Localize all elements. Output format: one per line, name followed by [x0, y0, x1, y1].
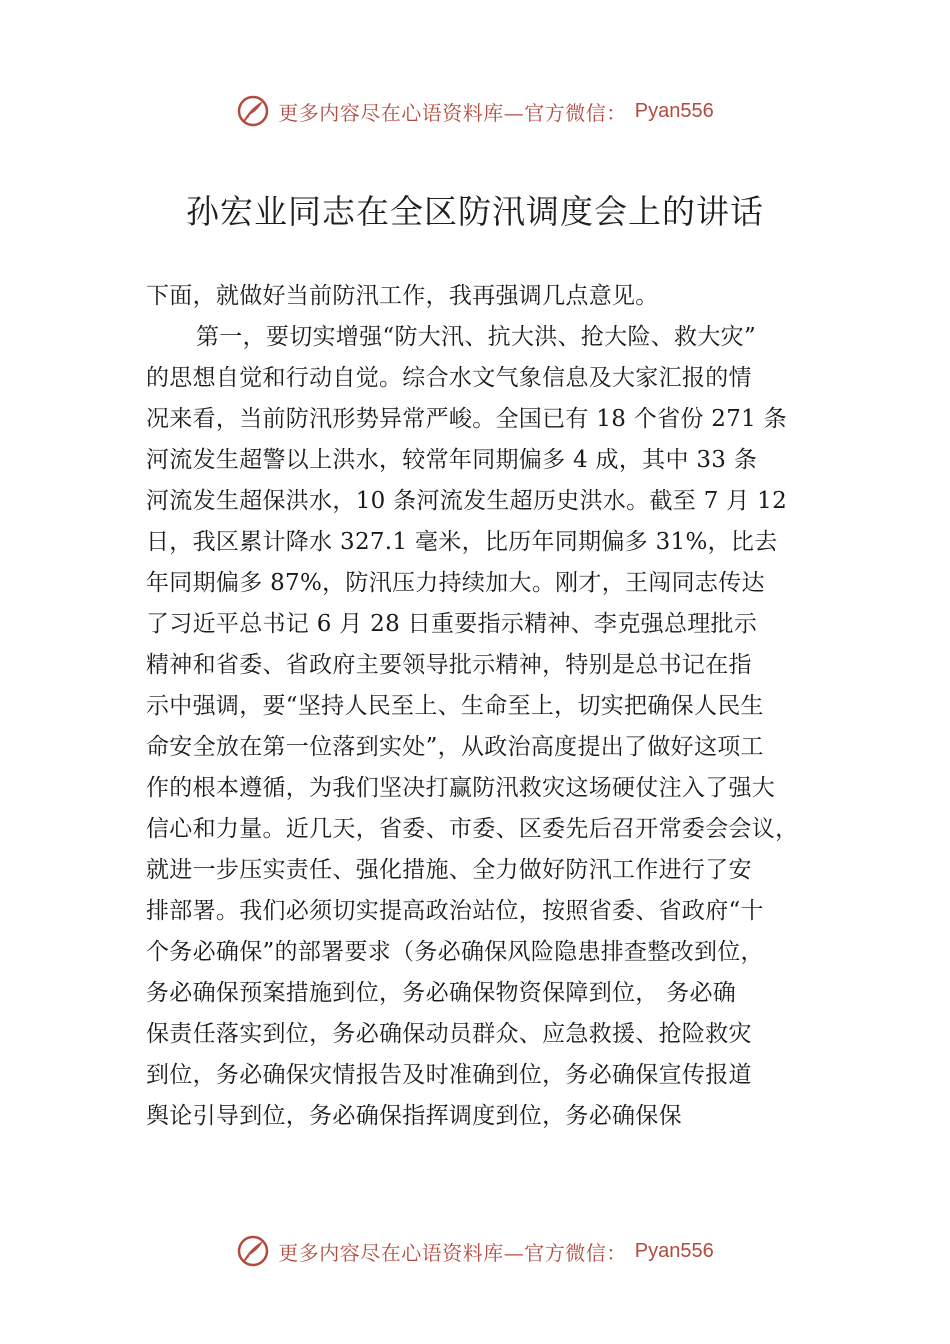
text-line: 河流发生超保洪水，10 条河流发生超历史洪水。截至 7 月 12: [146, 488, 788, 514]
text-line: 况来看，当前防汛形势异常严峻。全国已有 18 个省份 271 条: [146, 406, 788, 432]
text-line: 到位，务必确保灾情报告及时准确到位，务必确保宣传报道: [146, 1062, 752, 1088]
watermark-banner-bottom: [0, 1234, 950, 1268]
speech-body: [146, 276, 818, 1137]
text-line: 信心和力量。近几天，省委、市委、区委先后召开常委会会议，: [146, 816, 799, 842]
text-line: 保责任落实到位，务必确保动员群众、应急救援、抢险救灾: [146, 1021, 752, 1047]
watermark-brand-text: 更多内容尽在心语资料库—官方微信：: [278, 100, 627, 125]
quill-logo-icon: [236, 94, 270, 128]
text-line: 年同期偏多 87%，防汛压力持续加大。刚才，王闯同志传达: [146, 570, 765, 596]
text-line: 精神和省委、省政府主要领导批示精神，特别是总书记在指: [146, 652, 752, 678]
page-title: 孙宏业同志在全区防汛调度会上的讲话: [186, 192, 764, 231]
watermark-brand-text: 更多内容尽在心语资料库—官方微信：: [278, 1240, 627, 1265]
quill-logo-icon: [236, 1234, 270, 1268]
watermark-banner-top: [0, 94, 950, 128]
text-line: 舆论引导到位，务必确保指挥调度到位，务必确保保: [146, 1103, 682, 1129]
text-line: 务必确保预案措施到位，务必确保物资保障到位， 务必确: [146, 980, 737, 1006]
text-line: 了习近平总书记 6 月 28 日重要指示精神、李克强总理批示: [146, 611, 758, 637]
watermark-wechat-handle: Pyan556: [634, 99, 714, 122]
text-line: 河流发生超警以上洪水，较常年同期偏多 4 成，其中 33 条: [146, 447, 758, 473]
text-line: 作的根本遵循，为我们坚决打赢防汛救灾这场硬仗注入了强大: [146, 775, 776, 801]
text-line: 第一，要切实增强“防大汛、抗大洪、抢大险、救大灾”: [196, 324, 757, 350]
text-line: 命安全放在第一位落到实处”，从政治高度提出了做好这项工: [146, 734, 764, 760]
text-line: 示中强调，要“坚持人民至上、生命至上，切实把确保人民生: [146, 693, 764, 719]
watermark-wechat-handle: Pyan556: [634, 1239, 714, 1262]
text-line: 个务必确保”的部署要求（务必确保风险隐患排查整改到位，: [146, 939, 764, 965]
text-line: 下面，就做好当前防汛工作，我再强调几点意见。: [146, 283, 659, 309]
text-line: 排部署。我们必须切实提高政治站位，按照省委、省政府“十: [146, 898, 764, 924]
text-line: 的思想自觉和行动自觉。综合水文气象信息及大家汇报的情: [146, 365, 752, 391]
text-line: 日，我区累计降水 327.1 毫米，比历年同期偏多 31%，比去: [146, 529, 778, 555]
text-line: 就进一步压实责任、强化措施、全力做好防汛工作进行了安: [146, 857, 752, 883]
